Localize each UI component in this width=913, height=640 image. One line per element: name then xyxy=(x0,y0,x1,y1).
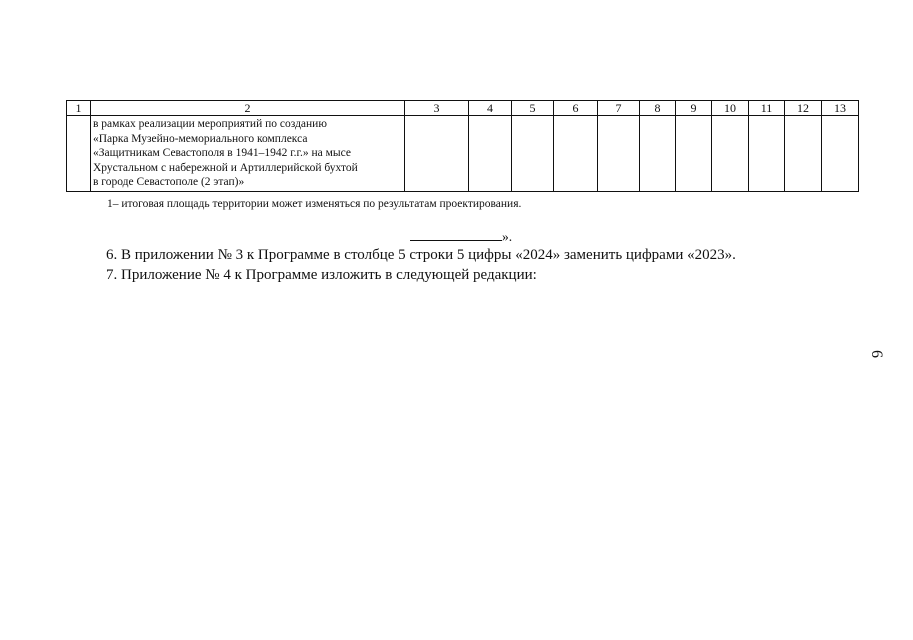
description-line: Хрустальном с набережной и Артиллерийской бухтой xyxy=(93,161,358,174)
column-header: 4 xyxy=(469,101,512,116)
table-row xyxy=(67,116,859,192)
table-cell xyxy=(469,116,512,192)
description-line: в рамках реализации мероприятий по созданию xyxy=(93,118,327,130)
column-header: 9 xyxy=(676,101,712,116)
table-cell xyxy=(598,116,640,192)
table-cell xyxy=(554,116,598,192)
table-header-row xyxy=(67,101,859,116)
table-cell xyxy=(822,116,859,192)
table-cell xyxy=(785,116,822,192)
table-cell xyxy=(749,116,785,192)
column-header: 1 xyxy=(67,101,91,116)
closing-mark xyxy=(410,228,512,245)
closing-quote: ». xyxy=(502,229,513,244)
column-header: 8 xyxy=(640,101,676,116)
column-header: 6 xyxy=(554,101,598,116)
table-cell xyxy=(640,116,676,192)
table-cell xyxy=(512,116,554,192)
description-line: «Парка Музейно-мемориального комплекса xyxy=(93,132,308,145)
column-header: 5 xyxy=(512,101,554,116)
paragraph-6: 6. В приложении № 3 к Программе в столбце 5 строки 5 цифры «2024» заменить цифрами «2023». xyxy=(106,247,736,263)
page-number: 6 xyxy=(868,350,885,358)
table-cell xyxy=(676,116,712,192)
table-cell xyxy=(405,116,469,192)
column-header: 13 xyxy=(822,101,859,116)
data-table xyxy=(66,100,859,192)
column-header: 10 xyxy=(712,101,749,116)
row-description-cell xyxy=(91,116,405,192)
column-header: 11 xyxy=(749,101,785,116)
row-number-cell xyxy=(67,116,91,192)
column-header: 2 xyxy=(91,101,405,116)
description-line: «Защитникам Севастополя в 1941–1942 г.г.» на мысе xyxy=(93,147,351,159)
blank-line xyxy=(410,228,502,241)
paragraph-7: 7. Приложение № 4 к Программе изложить в следующей редакции: xyxy=(106,267,537,283)
column-header: 7 xyxy=(598,101,640,116)
column-header: 3 xyxy=(405,101,469,116)
table-cell xyxy=(712,116,749,192)
table-footnote: 1– итоговая площадь территории может изменяться по результатам проектирования. xyxy=(107,198,522,210)
column-header: 12 xyxy=(785,101,822,116)
description-line: в городе Севастополе (2 этап)» xyxy=(93,176,245,188)
